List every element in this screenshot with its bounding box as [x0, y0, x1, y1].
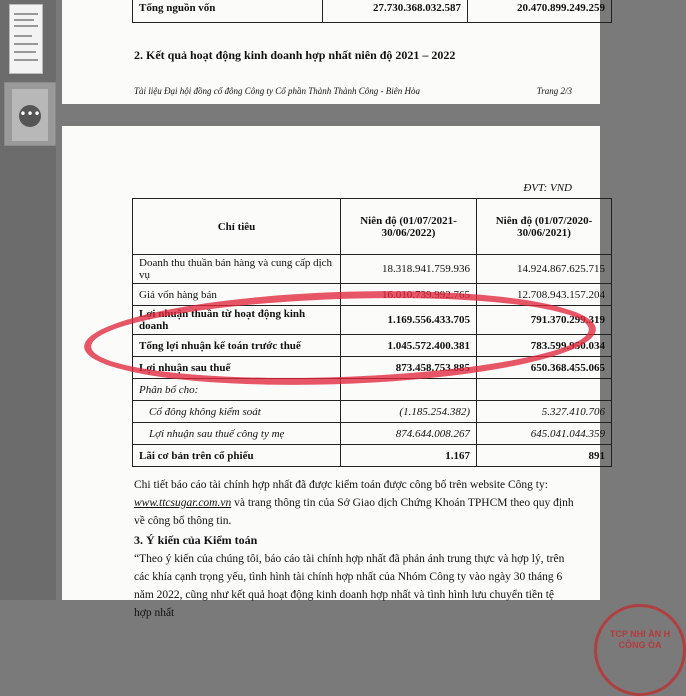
row-label: Tổng lợi nhuận kế toán trước thuế	[133, 335, 341, 357]
row-label: Doanh thu thuần bán hàng và cung cấp dịch vụ	[133, 255, 341, 284]
value-current: 1.167	[341, 445, 477, 467]
table-header-row	[133, 199, 612, 255]
company-stamp: TCP NHI ẦN H CÔNG ÒA	[594, 604, 686, 696]
value-current: 873.458.753.885	[341, 357, 477, 379]
page-thumbnail-2-selected[interactable]	[4, 82, 56, 146]
row-label: Phân bổ cho:	[133, 379, 341, 401]
value-previous: 791.370.299.319	[477, 306, 612, 335]
value-previous: 891	[477, 445, 612, 467]
row-label: Giá vốn hàng bán	[133, 284, 341, 306]
value-previous: 783.599.950.034	[477, 335, 612, 357]
page-footer-number: Trang 2/3	[536, 86, 572, 96]
table-row	[133, 423, 612, 445]
value-previous: 14.924.867.625.715	[477, 255, 612, 284]
table-row	[133, 401, 612, 423]
section-2-title: 2. Kết quả hoạt động kinh doanh hợp nhất niên độ 2021 – 2022	[134, 48, 456, 62]
balance-sheet-table	[132, 0, 612, 23]
value-previous: 12.708.943.157.204	[477, 284, 612, 306]
paragraph-auditor-opinion: “Theo ý kiến của chúng tôi, báo cáo tài chính hợp nhất đã phản ánh trung thực và hợp lý, trên các khía cạnh trọng yếu, tình hình tài chính hợp nhất của Nhóm Công ty vào ngày 30 tháng 6 năm 2022, cũng như kết quả hoạt động kinh doanh hợp nhất và tình hình lưu chuyển tiền tệ hợp nhất	[134, 553, 565, 619]
value-current: (1.185.254.382)	[341, 401, 477, 423]
value-current: 18.318.941.759.936	[341, 255, 477, 284]
row-label: Lợi nhuận sau thuế công ty mẹ	[133, 423, 341, 445]
value-current: 874.644.008.267	[341, 423, 477, 445]
unit-label: ĐVT: VND	[523, 182, 572, 194]
document-page-1	[62, 0, 605, 104]
page-footer-document: Tài liệu Đại hội đồng cổ đông Công ty Cổ phần Thành Thành Công - Biên Hòa	[134, 86, 421, 96]
table-row	[133, 0, 612, 23]
value-previous	[477, 379, 612, 401]
row-label: Lợi nhuận thuần từ hoạt động kinh doanh	[133, 306, 341, 335]
paragraph-text: Chi tiết báo cáo tài chính hợp nhất đã được kiểm toán được công bố trên website Công ty:	[134, 479, 548, 491]
section-3-title: 3. Ý kiến của Kiểm toán	[134, 533, 258, 547]
value-previous: 5.327.410.706	[477, 401, 612, 423]
row-label: Cổ đông không kiểm soát	[133, 401, 341, 423]
table-row	[133, 445, 612, 467]
value-current: 27.730.368.032.587	[323, 0, 468, 23]
company-website-link[interactable]: www.ttcsugar.com.vn	[134, 497, 232, 509]
page-thumbnail-1[interactable]	[9, 4, 43, 74]
row-label: Lãi cơ bản trên cổ phiếu	[133, 445, 341, 467]
header-previous-period: Niên độ (01/07/2020- 30/06/2021)	[477, 199, 612, 255]
value-current: 1.169.556.433.705	[341, 306, 477, 335]
value-current: 1.045.572.400.381	[341, 335, 477, 357]
more-options-icon[interactable]: •••	[19, 105, 41, 127]
paragraph-report-publication	[134, 476, 574, 530]
header-indicator: Chỉ tiêu	[133, 199, 341, 255]
row-label: Lợi nhuận sau thuế	[133, 357, 341, 379]
header-current-period: Niên độ (01/07/2021- 30/06/2022)	[341, 199, 477, 255]
row-label: Tổng nguồn vốn	[133, 0, 323, 23]
value-previous: 20.470.899.249.259	[468, 0, 612, 23]
table-row	[133, 255, 612, 284]
value-current: 16.010.739.992.765	[341, 284, 477, 306]
value-previous: 645.041.044.359	[477, 423, 612, 445]
value-previous: 650.368.455.065	[477, 357, 612, 379]
thumbnail-sidebar	[0, 0, 56, 600]
paragraph-text: và trang thông tin của Sở Giao dịch Chứng Khoán TPHCM theo quy định về công bố thông tin.	[134, 497, 574, 527]
